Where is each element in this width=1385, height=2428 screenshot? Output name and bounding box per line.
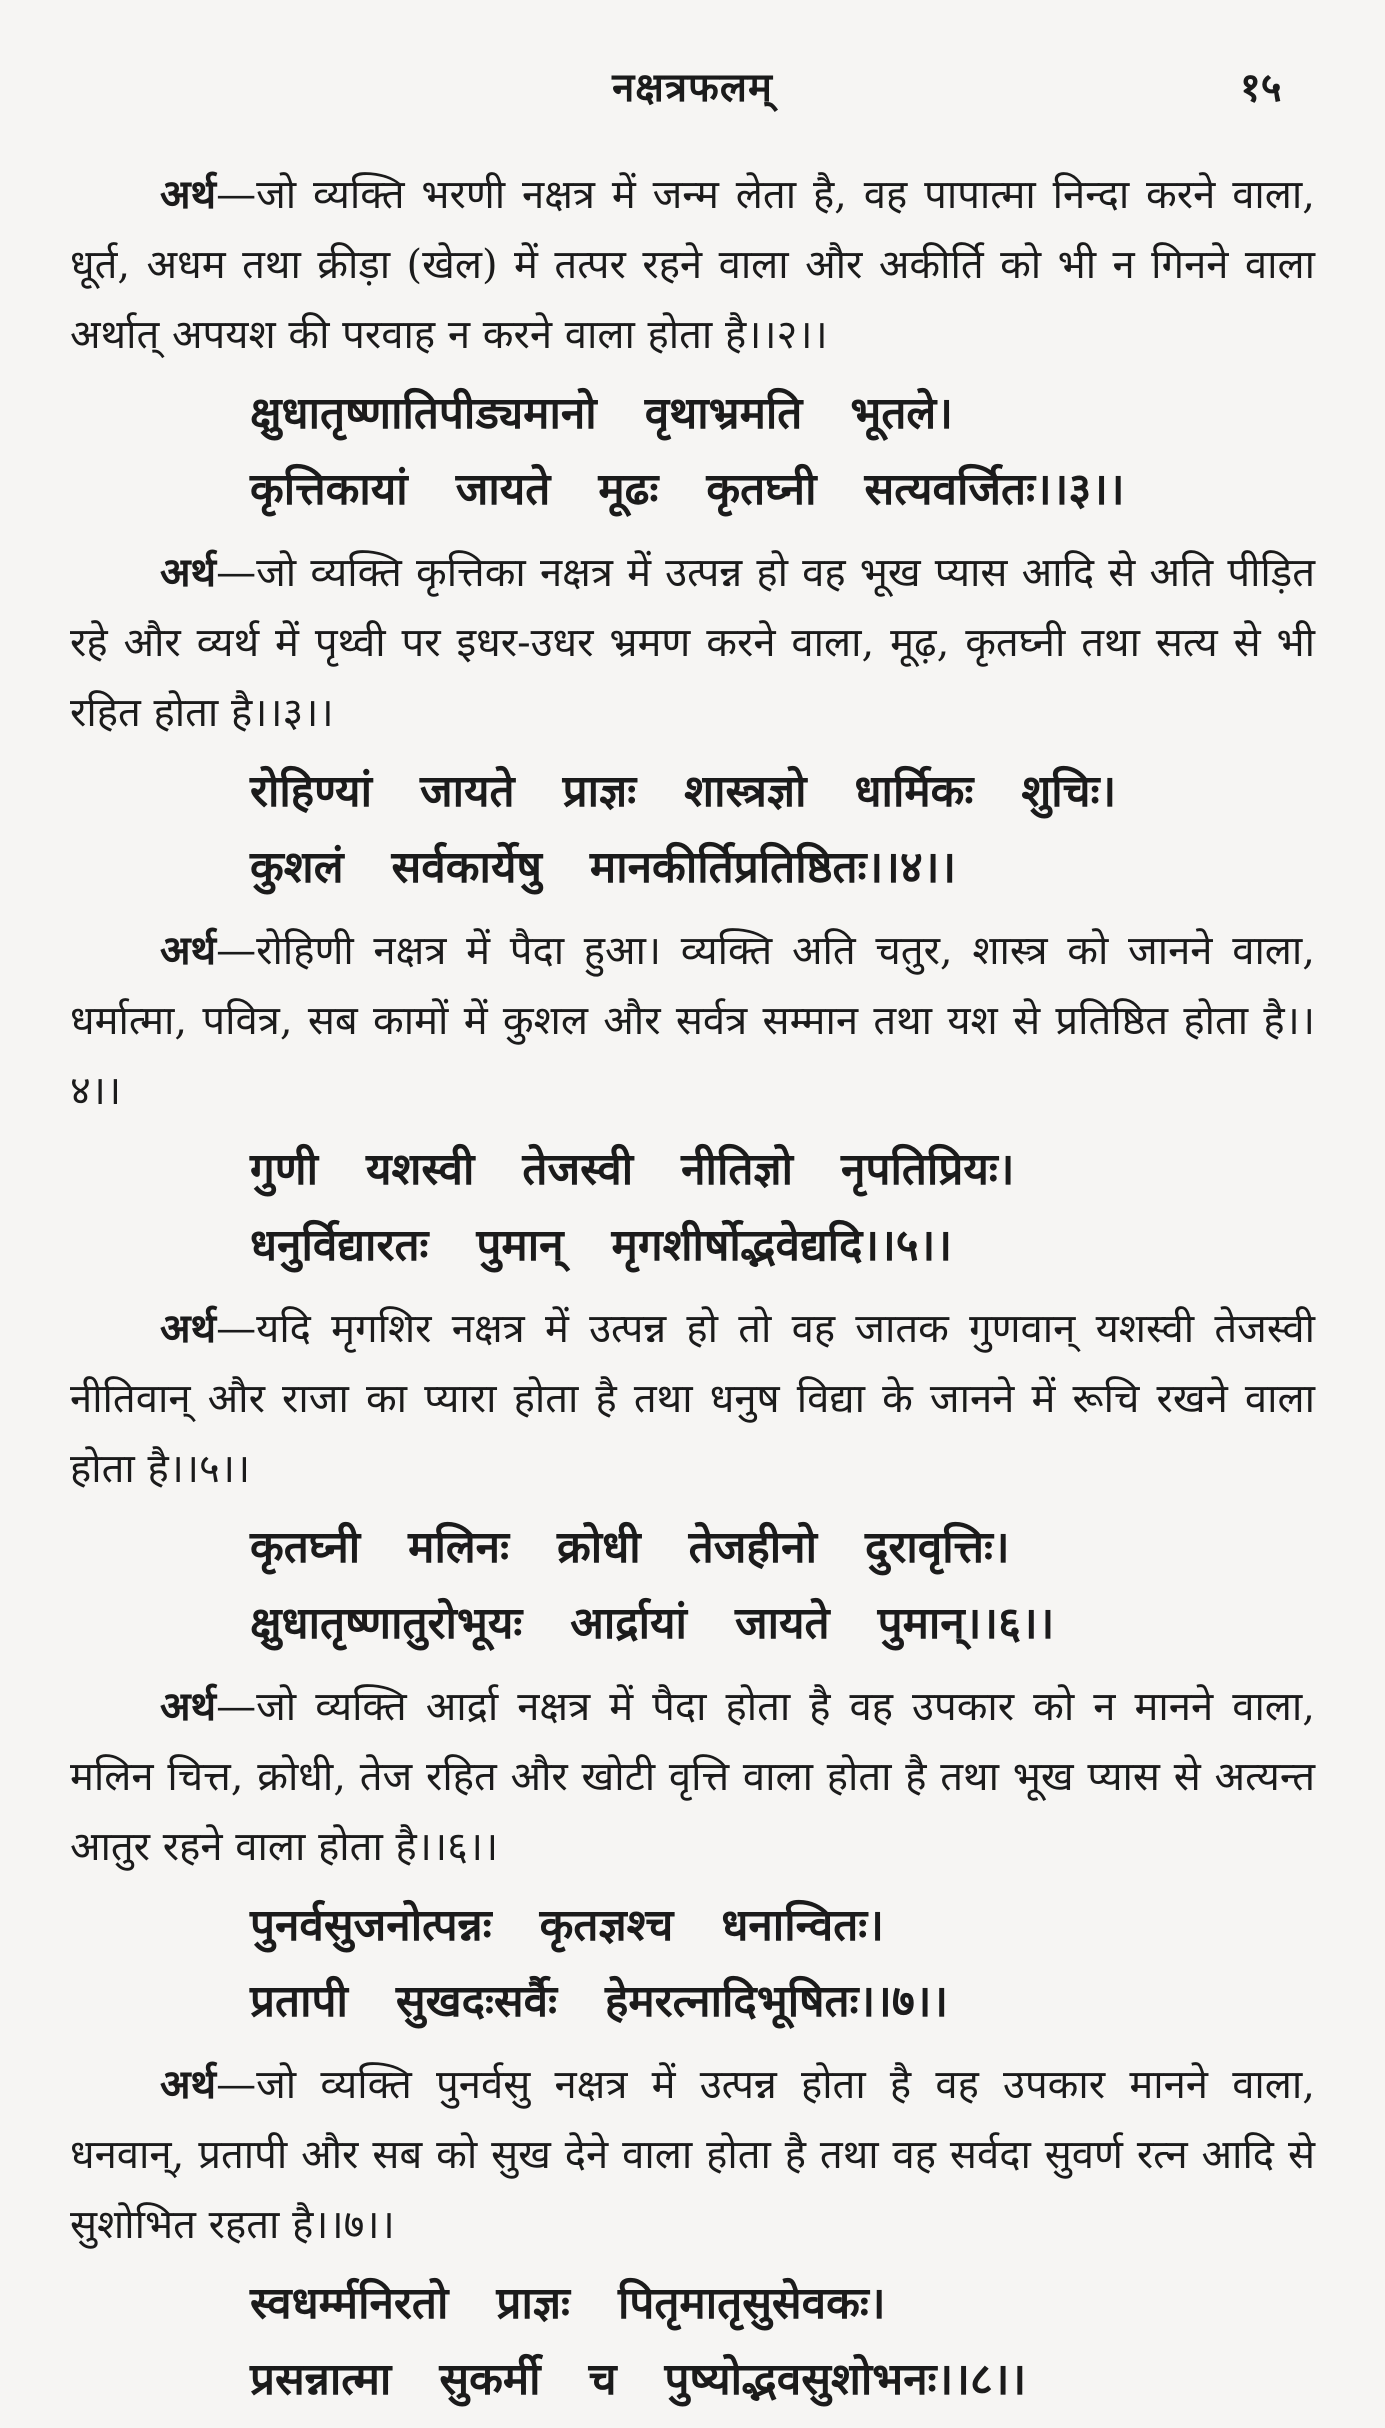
commentary-text: —जो व्यक्ति पुनर्वसु नक्षत्र में उत्पन्न होता है वह उपकार मानने वाला, धनवान्, प्रतापी और सब को सुख देने वाला होता है तथा वह सर्वदा सुवर्ण रत्न आदि से सुशोभित रहता है।।७।।: [70, 2062, 1315, 2248]
verse-line: [70, 376, 1315, 452]
sanskrit-verse: [70, 1132, 1315, 1284]
verse-word: पुमान्।।६।।: [877, 1598, 1055, 1649]
page-number: १५: [1240, 64, 1282, 111]
verse-word: पुमान्: [476, 1220, 564, 1271]
verse-word: नृपतिप्रियः।: [841, 1144, 1015, 1195]
verse-word: सुखदःसर्वैः: [395, 1976, 557, 2027]
verse-word: रोहिण्यां: [250, 766, 372, 817]
verse-word: मानकीर्तिप्रतिष्ठितः।।४।।: [589, 842, 957, 893]
verse-word: धार्मिकः: [854, 766, 974, 817]
sanskrit-verse: [70, 1510, 1315, 1662]
verse-word: प्रतापी: [250, 1976, 348, 2027]
verse-line: [70, 1888, 1315, 1964]
verse-word: कृतघ्नी: [250, 1522, 361, 1573]
verse-word: सुकर्मी: [439, 2354, 541, 2405]
verse-word: सत्यवर्जितः।।३।।: [864, 464, 1125, 515]
sanskrit-verse: [70, 2266, 1315, 2418]
verse-line: [70, 2266, 1315, 2342]
commentary-paragraph: [70, 2050, 1315, 2260]
verse-word: जायते: [455, 464, 551, 515]
verse-word: गुणी: [250, 1144, 318, 1195]
verse-word: मूढः: [598, 464, 659, 515]
commentary-paragraph: [70, 916, 1315, 1126]
verse-word: धनान्वितः।: [721, 1900, 884, 1951]
verse-word: पुष्योद्भवसुशोभनः।।८।।: [664, 2354, 1027, 2405]
verse-word: मृगशीर्षोद्भवेद्यदि।।५।।: [611, 1220, 953, 1271]
commentary-lead-word: अर्थ: [160, 171, 217, 218]
sanskrit-verse: [70, 1888, 1315, 2040]
commentary-text: —जो व्यक्ति कृत्तिका नक्षत्र में उत्पन्न हो वह भूख प्यास आदि से अति पीड़ित रहे और व्यर्थ में पृथ्वी पर इधर-उधर भ्रमण करने वाला, मूढ़, कृतघ्नी तथा सत्य से भी रहित होता है।।३।।: [70, 550, 1315, 736]
verse-word: क्रोधी: [557, 1522, 641, 1573]
commentary-text: —जो व्यक्ति भरणी नक्षत्र में जन्म लेता है, वह पापात्मा निन्दा करने वाला, धूर्त, अधम तथा क्रीड़ा (खेल) में तत्पर रहने वाला और अकीर्ति को भी न गिनने वाला अर्थात् अपयश की परवाह न करने वाला होता है।।२।।: [70, 172, 1315, 358]
verse-line: [70, 1208, 1315, 1284]
verse-word: धनुर्विद्यारतः: [250, 1220, 429, 1271]
verse-word: प्राज्ञः: [562, 766, 637, 817]
verse-line: [70, 1964, 1315, 2040]
verse-word: नीतिज्ञो: [681, 1144, 794, 1195]
commentary-lead-word: अर्थ: [160, 2061, 217, 2108]
verse-word: क्षुधातृष्णातिपीड्यमानो: [250, 388, 597, 439]
verse-line: [70, 2342, 1315, 2418]
commentary-lead-word: अर्थ: [160, 549, 217, 596]
page-content: [70, 160, 1315, 2428]
verse-word: क्षुधातृष्णातुरोभूयः: [250, 1598, 523, 1649]
commentary-paragraph: [70, 538, 1315, 748]
commentary-lead-word: अर्थ: [160, 927, 217, 974]
commentary-paragraph: [70, 160, 1315, 370]
commentary-text: —यदि मृगशिर नक्षत्र में उत्पन्न हो तो वह जातक गुणवान् यशस्वी तेजस्वी नीतिवान् और राजा का प्यारा होता है तथा धनुष विद्या के जानने में रूचि रखने वाला होता है।।५।।: [70, 1306, 1315, 1492]
verse-word: यशस्वी: [365, 1144, 475, 1195]
commentary-paragraph: [70, 1672, 1315, 1882]
verse-word: वृथाभ्रमति: [644, 388, 803, 439]
verse-word: तेजस्वी: [522, 1144, 634, 1195]
verse-word: कुशलं: [250, 842, 344, 893]
verse-line: [70, 452, 1315, 528]
commentary-text: —रोहिणी नक्षत्र में पैदा हुआ। व्यक्ति अति चतुर, शास्त्र को जानने वाला, धर्मात्मा, पवित्र, सब कामों में कुशल और सर्वत्र सम्मान तथा यश से प्रतिष्ठित होता है।।४।।: [70, 928, 1315, 1114]
sanskrit-verse: [70, 376, 1315, 528]
verse-word: दुरावृत्तिः।: [864, 1522, 1010, 1573]
verse-line: [70, 1132, 1315, 1208]
verse-word: जायते: [734, 1598, 830, 1649]
commentary-text: —जो व्यक्ति आर्द्रा नक्षत्र में पैदा होता है वह उपकार को न मानने वाला, मलिन चित्त, क्रोधी, तेज रहित और खोटी वृत्ति वाला होता है तथा भूख प्यास से अत्यन्त आतुर रहने वाला होता है।।६।।: [70, 1684, 1315, 1870]
verse-word: हेमरत्नादिभूषितः।।७।।: [605, 1976, 949, 2027]
verse-word: मलिनः: [408, 1522, 509, 1573]
verse-word: प्रसन्नात्मा: [250, 2354, 392, 2405]
verse-line: [70, 1510, 1315, 1586]
commentary-lead-word: अर्थ: [160, 1305, 217, 1352]
commentary-lead-word: अर्थ: [160, 1683, 217, 1730]
commentary-paragraph: [70, 1294, 1315, 1504]
verse-word: शास्त्रज्ञो: [684, 766, 807, 817]
sanskrit-verse: [70, 754, 1315, 906]
verse-word: जायते: [419, 766, 515, 817]
verse-word: पुनर्वसुजनोत्पन्नः: [250, 1900, 492, 1951]
verse-word: पितृमातृसुसेवकः।: [617, 2278, 886, 2329]
verse-line: [70, 1586, 1315, 1662]
verse-word: कृत्तिकायां: [250, 464, 408, 515]
verse-word: च: [588, 2354, 617, 2405]
verse-word: स्वधर्म्मनिरतो: [250, 2278, 449, 2329]
running-header: नक्षत्रफलम्: [612, 64, 773, 111]
verse-word: कृतज्ञश्च: [539, 1900, 674, 1951]
verse-word: शुचिः।: [1021, 766, 1117, 817]
verse-word: सर्वकार्येषु: [391, 842, 542, 893]
verse-word: तेजहीनो: [688, 1522, 817, 1573]
verse-word: कृतघ्नी: [706, 464, 817, 515]
verse-word: प्राज्ञः: [496, 2278, 570, 2329]
verse-word: आर्द्रायां: [570, 1598, 687, 1649]
verse-line: [70, 830, 1315, 906]
verse-word: भूतले।: [850, 388, 953, 439]
verse-line: [70, 754, 1315, 830]
